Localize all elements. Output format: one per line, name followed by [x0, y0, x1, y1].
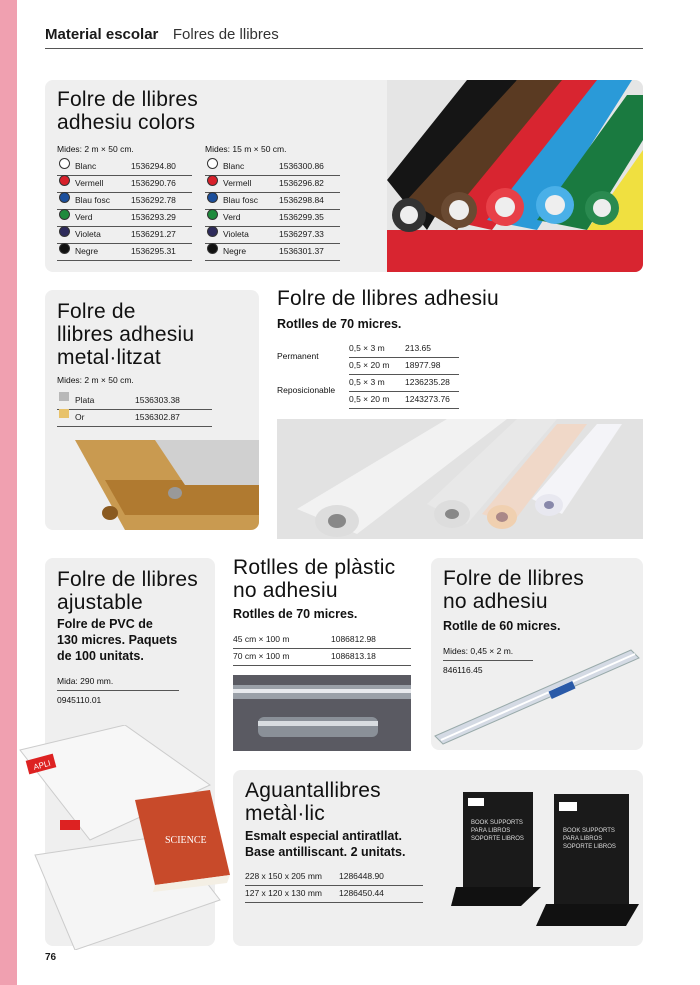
bookends-photo — [451, 784, 641, 944]
product-ref: 1536295.31 — [131, 246, 176, 256]
card-non-adhesive — [431, 558, 643, 750]
color-name: Blanc — [223, 161, 245, 171]
product-ref: 1536293.29 — [131, 212, 176, 222]
table-row — [205, 175, 340, 193]
product-ref: 1536291.27 — [131, 229, 176, 239]
card-adhesive-colors — [45, 80, 643, 272]
size-label: Mides: 15 m × 50 cm. — [205, 144, 287, 154]
color-name: Blanc — [75, 161, 97, 171]
product-ref: 1536292.78 — [131, 195, 176, 205]
product-ref: 1286450.44 — [339, 888, 384, 898]
table-row — [205, 209, 340, 227]
product-ref: 1536301.37 — [279, 246, 324, 256]
color-rolls-photo — [387, 80, 643, 272]
size-value: 70 cm × 100 m — [233, 651, 290, 661]
color-name: Plata — [75, 395, 95, 405]
table-row — [349, 391, 459, 409]
color-name: Violeta — [75, 229, 101, 239]
table-row — [57, 226, 192, 244]
card-adhesive — [277, 285, 643, 545]
color-name: Blau fosc — [75, 195, 110, 205]
box-label: SOPORTE LIBROS — [471, 836, 524, 842]
product-ref: 1536298.84 — [279, 195, 324, 205]
size-value: 0,5 × 3 m — [349, 343, 385, 353]
product-ref: 1536290.76 — [131, 178, 176, 188]
size-value: 127 x 120 x 130 mm — [245, 888, 323, 898]
card-plastic-rolls — [233, 553, 413, 753]
adjustable-cover-photo — [15, 725, 230, 950]
product-ref: 1536299.35 — [279, 212, 324, 222]
color-name: Negre — [75, 246, 99, 256]
box-label: BOOK SUPPORTS — [563, 828, 615, 834]
product-ref: 213.65 — [405, 343, 431, 353]
table-row — [233, 631, 411, 649]
color-swatch — [207, 192, 218, 203]
card-title: Rotlles de plàstic no adhesiu — [233, 556, 396, 602]
group-label: Permanent — [277, 351, 319, 361]
card-description: Esmalt especial antiratllat. Base antilliscant. 2 unitats. — [245, 829, 406, 859]
product-ref: 1236235.28 — [405, 377, 450, 387]
table-row — [57, 158, 192, 176]
color-swatch — [59, 175, 70, 186]
clear-rolls-photo — [277, 419, 643, 539]
table-row — [57, 392, 212, 410]
table-row — [57, 192, 192, 210]
table-row — [205, 226, 340, 244]
size-label: Mida: 290 mm. — [57, 675, 179, 691]
product-ref: 1286448.90 — [339, 871, 384, 881]
table-row — [245, 868, 423, 886]
size-label: Mides: 2 m × 50 cm. — [57, 144, 134, 154]
product-ref: 18977.98 — [405, 360, 441, 370]
table-row — [349, 340, 459, 358]
color-swatch — [59, 192, 70, 203]
product-ref: 1536297.33 — [279, 229, 324, 239]
product-ref: 1536302.87 — [135, 412, 180, 422]
size-label: Mides: 2 m × 50 cm. — [57, 375, 134, 385]
product-ref: 0945110.01 — [57, 695, 102, 705]
color-name: Verd — [223, 212, 241, 222]
size-label: Mides: 0,45 × 2 m. — [443, 645, 533, 661]
book-title: SCIENCE — [165, 835, 207, 846]
group-label: Reposicionable — [277, 385, 336, 395]
color-swatch — [59, 409, 69, 418]
card-title: Folre de llibres adhesiu colors — [57, 88, 198, 134]
product-ref: 1536294.80 — [131, 161, 176, 171]
card-description: Folre de PVC de 130 micres. Paquets de 100 unitats. — [57, 617, 178, 663]
card-title: Aguantallibres metàl·lic — [245, 779, 381, 825]
subsection-title: Folres de llibres — [172, 26, 279, 43]
product-ref: 1243273.76 — [405, 394, 450, 404]
color-swatch — [59, 226, 70, 237]
card-bookends — [233, 770, 643, 946]
product-ref: 1536296.82 — [279, 178, 324, 188]
box-label: BOOK SUPPORTS — [471, 820, 523, 826]
card-title: Folre de llibres adhesiu — [277, 287, 499, 310]
color-name: Verd — [75, 212, 93, 222]
table-row — [233, 648, 411, 666]
size-value: 0,5 × 20 m — [349, 360, 390, 370]
table-row — [57, 243, 192, 261]
color-name: Vermell — [75, 178, 104, 188]
product-ref: 1536303.38 — [135, 395, 180, 405]
color-swatch — [207, 209, 218, 220]
color-swatch — [207, 158, 218, 169]
size-value: 45 cm × 100 m — [233, 634, 290, 644]
table-row — [205, 158, 340, 176]
card-title: Folre de llibres no adhesiu — [443, 567, 584, 613]
color-swatch — [207, 226, 218, 237]
card-subtitle: Rotlle de 60 micres. — [443, 619, 561, 633]
product-ref: 1536300.86 — [279, 161, 324, 171]
table-row — [245, 885, 423, 903]
section-title: Material escolar — [45, 26, 159, 43]
box-label: PARA LIBROS — [563, 836, 603, 842]
box-logo: APLI — [32, 758, 52, 772]
color-name: Vermell — [223, 178, 252, 188]
table-row — [57, 209, 192, 227]
product-ref: 1086812.98 — [331, 634, 376, 644]
product-ref: 1086813.18 — [331, 651, 376, 661]
clear-roll-photo — [431, 646, 643, 750]
color-swatch — [59, 243, 70, 254]
color-swatch — [59, 392, 69, 401]
color-swatch — [207, 243, 218, 254]
card-metallic — [45, 290, 259, 530]
table-row — [349, 374, 459, 392]
color-swatch — [59, 209, 70, 220]
color-name: Violeta — [223, 229, 249, 239]
color-swatch — [59, 158, 70, 169]
table-row — [205, 243, 340, 261]
size-value: 0,5 × 20 m — [349, 394, 390, 404]
size-value: 0,5 × 3 m — [349, 377, 385, 387]
color-name: Or — [75, 412, 85, 422]
product-ref: 846116.45 — [443, 665, 483, 675]
size-value: 228 x 150 x 205 mm — [245, 871, 323, 881]
table-row — [349, 357, 459, 375]
card-title: Folre de llibres adhesiu metal·litzat — [57, 300, 195, 369]
card-title: Folre de llibres ajustable — [57, 568, 198, 614]
color-swatch — [207, 175, 218, 186]
box-label: PARA LIBROS — [471, 828, 511, 834]
metallic-rolls-photo — [65, 435, 259, 530]
table-row — [57, 409, 212, 427]
page-header — [45, 26, 643, 49]
table-row — [205, 192, 340, 210]
card-subtitle: Rotlles de 70 micres. — [277, 317, 402, 331]
table-row — [57, 175, 192, 193]
box-label: SOPORTE LIBROS — [563, 844, 616, 850]
plastic-rolls-photo — [233, 675, 411, 751]
page-number: 76 — [45, 952, 57, 963]
color-name: Negre — [223, 246, 247, 256]
color-name: Blau fosc — [223, 195, 258, 205]
card-subtitle: Rotlles de 70 micres. — [233, 607, 358, 621]
